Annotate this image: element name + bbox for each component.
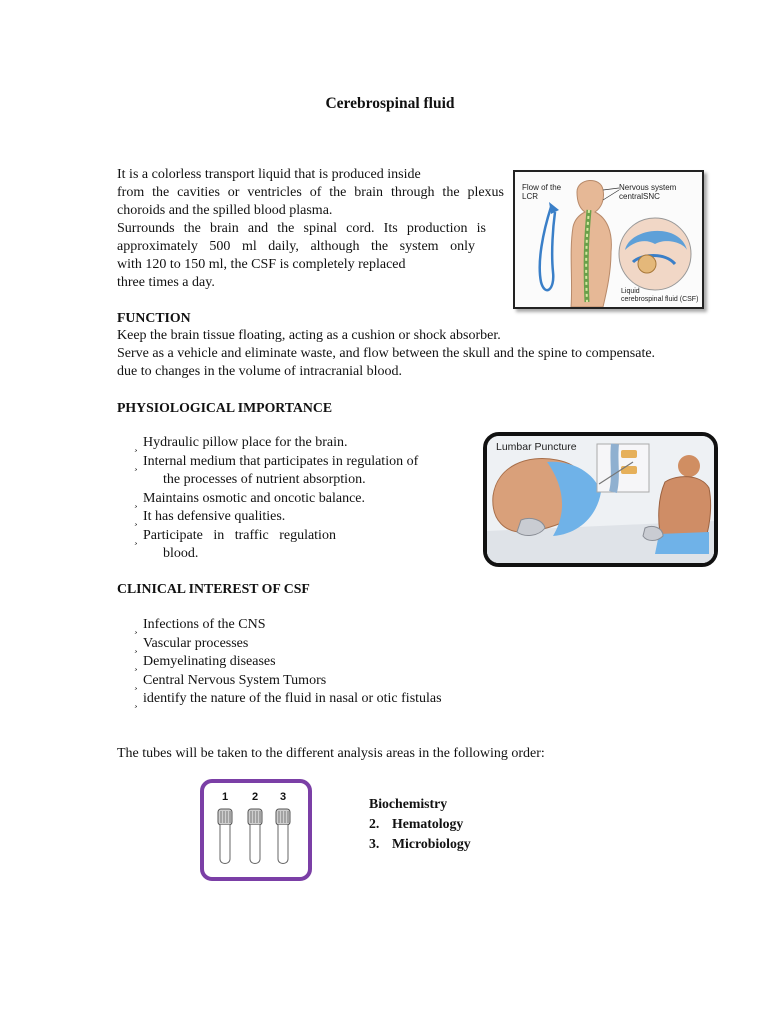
figure1-label-liq2: cerebrospinal fluid (CSF)	[621, 296, 699, 303]
list-item: ¸ Demyelinating diseases	[134, 654, 276, 671]
csf-flow-illustration	[515, 172, 702, 307]
order-item-microbiology: 3. Microbiology	[369, 836, 471, 851]
figure1-label-ns2: centralSNC	[619, 192, 660, 201]
intro-line-3: choroids and the spilled blood plasma.	[117, 203, 333, 218]
list-item: ¸ Central Nervous System Tumors	[134, 673, 327, 690]
intro-line-4: Surrounds the brain and the spinal cord. Its production is	[117, 221, 486, 236]
function-heading: FUNCTION	[117, 310, 191, 325]
list-item: ¸ Participate in traffic regulation	[134, 528, 336, 545]
order-item-biochemistry: Biochemistry	[369, 796, 448, 811]
figure1-label-lcr: LCR	[522, 192, 539, 201]
intro-line-6: with 120 to 150 ml, the CSF is completely replaced	[117, 257, 406, 272]
lumbar-puncture-figure	[483, 432, 718, 567]
list-item: ¸ Maintains osmotic and oncotic balance.	[134, 491, 365, 508]
order-item-hematology: 2. Hematology	[369, 816, 464, 831]
figure1-label-liq1: Liquid	[621, 288, 640, 295]
list-item: ¸ Vascular processes	[134, 636, 249, 653]
lumbar-puncture-illustration	[487, 436, 714, 563]
figure1-label-ns1: Nervous system	[619, 183, 677, 192]
clinical-heading: CLINICAL INTEREST OF CSF	[117, 581, 310, 596]
list-item: ¸ Infections of the CNS	[134, 617, 266, 634]
list-item-continued: the processes of nutrient absorption.	[163, 472, 366, 487]
list-item: ¸ identify the nature of the fluid in nasal or otic fistulas	[134, 691, 442, 708]
function-line-1: Keep the brain tissue floating, acting as a cushion or shock absorber.	[117, 328, 501, 343]
csf-flow-figure	[513, 170, 704, 309]
list-item: ¸ Internal medium that participates in regulation of	[134, 454, 419, 471]
page-title: Cerebrospinal fluid	[325, 95, 455, 112]
list-item: ¸ Hydraulic pillow place for the brain.	[134, 435, 348, 452]
tube-number-2: 2	[252, 791, 259, 803]
list-item: ¸ It has defensive qualities.	[134, 509, 286, 526]
tube-number-3: 3	[280, 791, 287, 803]
intro-line-7: three times a day.	[117, 275, 215, 290]
figure1-label-flow: Flow of the	[522, 183, 562, 192]
physiological-heading: PHYSIOLOGICAL IMPORTANCE	[117, 400, 333, 415]
intro-line-2: from the cavities or ventricles of the brain through the plexus	[117, 185, 504, 200]
tubes-sentence: The tubes will be taken to the different analysis areas in the following order:	[117, 746, 545, 761]
function-line-3: due to changes in the volume of intracranial blood.	[117, 364, 402, 379]
intro-line-1: It is a colorless transport liquid that is produced inside	[117, 167, 421, 182]
function-line-2: Serve as a vehicle and eliminate waste, and flow between the skull and the spine to compensate.	[117, 346, 656, 361]
tubes-frame	[200, 779, 312, 881]
figure2-label: Lumbar Puncture	[496, 441, 577, 453]
list-item-continued: blood.	[163, 546, 199, 561]
tube-number-1: 1	[222, 791, 229, 803]
intro-line-5: approximately 500 ml daily, although the system only	[117, 239, 475, 254]
